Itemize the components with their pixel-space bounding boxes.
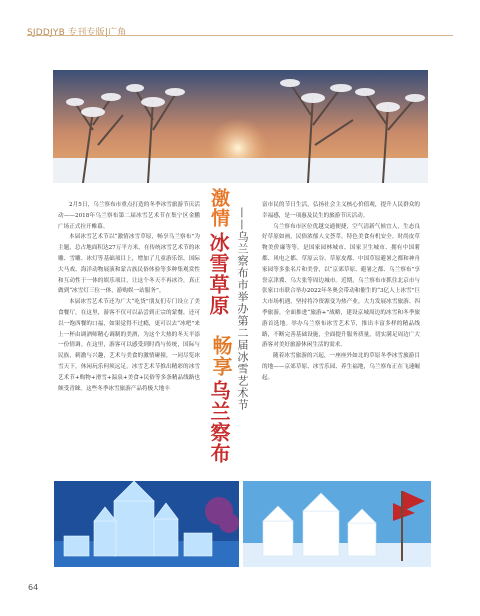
snow-trees-photo <box>53 70 428 183</box>
ice-castle-photo-right <box>243 481 431 567</box>
article-left-column <box>58 200 200 394</box>
article-paragraph: 本届冰雪艺术节以“激情冰雪草原，畅享乌兰察布”为主题，总占地面积达27万平方米，在传统冰雪艺术节的冰雕、雪雕、冰灯等基础项目上，增加了儿童游乐馆、国际大马戏、海洋动物展演和蒙古族民俗体验等多种集观赏性和互动性于一体的娱乐项目，让这个冬天不再冰冷，真正做到“冰雪灯三位一体，游购娱一站服务”。 <box>58 234 200 295</box>
title-part-2: 冰雪草原 <box>206 232 230 316</box>
header-divider <box>27 35 453 36</box>
article-paragraph: 富市民的节日生活，弘扬社会主义核心价值观，提升人民群众的幸福感，是一项惠及民生的旅游节庆活动。 <box>262 202 420 219</box>
page-number: 64 <box>28 583 39 592</box>
title-part-1: 激情 <box>208 188 230 228</box>
ice-castle-photo-left <box>54 481 239 567</box>
article-paragraph: 本届冰雪艺术节还为广大“吃货”朋友们专门设立了美食餐厅，在这里，游客不仅可以品尝到正宗的蒙餐，还可以一饱西餐的口福，如果觉得不过瘾，更可以去“冰吧”来上一杯由调酒师精心调制的美酒，为这个大热的冬天平添一份情调。在这里，游客可以感受到时尚与传统，国际与民族，刺激与兴趣，艺术与美食的激情碰撞，一同尽览冰雪天下，休闲玩乐何须远足。冰雪艺术节推出精彩的冰雪艺术节+购物+滑雪+温泉+美食+民俗等多条精品线路也颇受青睐。这些冬季冰雪旅游产品将极大地丰 <box>58 299 200 392</box>
section-label: SJDDJYB 专刊专版|广角 <box>27 28 127 38</box>
title-part-4: 乌兰察布 <box>207 380 231 464</box>
article-paragraph: 随着冰雪旅游的兴起，一座座外如北的草原冬季冰雪旅游目的地——京郊草原、冰雪乐园、养生福地，乌兰察布正在飞速崛起。 <box>262 353 420 381</box>
title-part-3: 畅享 <box>209 335 233 377</box>
article-right-column <box>262 200 420 384</box>
article-subtitle: ——乌兰察布市举办第二届冰雪艺术节 <box>236 207 249 411</box>
article-paragraph: 2月5日，乌兰察布市重点打造的冬季冰雪旅游节庆活动——2018年乌兰察布第二届冰雪艺术节在集宁区金鹏广场正式拉开帷幕。 <box>58 202 200 230</box>
page-header <box>27 20 467 36</box>
article-paragraph: 乌兰察布市区位优越交通便捷，空气清新气候宜人，生态良好草原如画，民俗浓郁人文荟萃，特色美食有机安全。时尚皮草物美价廉等等，是国家园林城市、国家卫生城市、拥有中国薯都、风电之都、草原云谷、草原皮都、中国草原避暑之都和神舟家园等多张名片和美誉，以“京郊草原、避暑之都、乌兰察布”享誉京津冀、乌大张等周边城市。近期，乌兰察布市抓住北京市与张家口市联合举办2022年冬奥会带动和催生的“3亿人上冰雪”巨大市场机遇，坚持将冷资源变为热产业，大力发展冰雪旅游、四季旅游，全面推进“旅游+”战略，建设京城周边的冰雪和冬季旅游首选地。举办乌兰察布冰雪艺术节，推出丰富多样的精品线路，不断完善基础设施，全面提升服务质量，切实满足周边广大游客对美好旅游休闲生活的需求。 <box>262 223 420 349</box>
